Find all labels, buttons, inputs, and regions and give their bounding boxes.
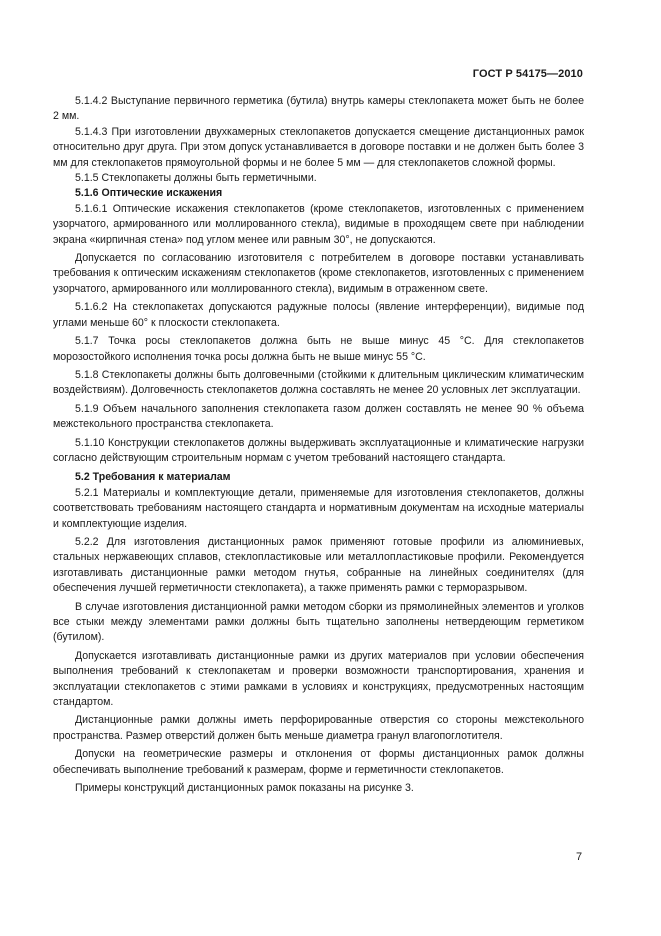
clause-5-2-2-examples: Примеры конструкций дистанционных рамок показаны на рисунке 3. [75,782,414,795]
document-code-header: ГОСТ Р 54175—2010 [472,68,583,80]
clause-5-1-10: 5.1.10 Конструкции стеклопакетов должны выдерживать эксплуатационные и климатические нагрузки согласно действующим строительным нормам с учетом требований настоящего стандарта. [53,436,584,464]
clause-5-2-2: 5.2.2 Для изготовления дистанционных рамок применяют готовые профили из алюминиевых, стальных нержавеющих сплавов, стеклопластиковые или металлопластиковые профили. Рекомендуется изготавливать дистанционные рамки методом гнутья, собранные на линейных соединителях (для обеспечения лучшей герметичности стеклопакета), а также применять рамки с терморазрывом. [53,535,584,595]
clause-5-1-5: 5.1.5 Стеклопакеты должны быть герметичными. [75,172,317,185]
heading-5-2: 5.2 Требования к материалам [75,471,231,484]
clause-5-1-6-1-note: Допускается по согласованию изготовителя с потребителем в договоре поставки устанавливать требования к оптическим искажениям стеклопакетов (кроме стеклопакетов, изготовленных с применением узорчатого, армированного или моллированного стекла), видимым в отраженном свете. [53,252,584,295]
clause-5-2-2-tolerances: Допуски на геометрические размеры и отклонения от формы дистанционных рамок должны обеспечивать выполнение требований к размерам, форме и герметичности стеклопакетов. [53,748,584,776]
clause-5-2-2-materials: Допускается изготавливать дистанционные рамки из других материалов при условии обеспечения выполнения требований к стеклопакетам и проверки возможности транспортирования, хранения и эксплуатации стеклопакетов с этими рамками в условиях и конструкциях, предусмотренных настоящим стандартом. [53,649,584,709]
document-body [53,94,584,796]
clause-5-1-4-3: 5.1.4.3 При изготовлении двухкамерных стеклопакетов допускается смещение дистанционных рамок относительно друг друга. При этом допуск устанавливается в договоре поставки и не должен быть более 3 мм для стеклопакетов прямоугольной формы и не более 5 мм — для стеклопакетов сложной формы. [53,125,584,169]
clause-5-2-2-perforation: Дистанционные рамки должны иметь перфорированные отверстия со стороны межстекольного пространства. Размер отверстий должен быть меньше диаметра гранул влагопоглотителя. [53,714,584,742]
clause-5-1-6-1: 5.1.6.1 Оптические искажения стеклопакетов (кроме стеклопакетов, изготовленных с применением узорчатого, армированного или моллированного стекла), видимые в проходящем свете при наблюдении экрана «кирпичная стена» под углом менее или равным 30°, не допускаются. [53,202,584,246]
page-number: 7 [576,851,583,863]
clause-5-1-8: 5.1.8 Стеклопакеты должны быть долговечными (стойкими к длительным циклическим климатическим воздействиям). Долговечность стеклопакетов должна составлять не менее 20 условных лет эксплуатации. [53,368,584,397]
clause-5-1-9: 5.1.9 Объем начального заполнения стеклопакета газом должен составлять не менее 90 % объема межстекольного пространства стеклопакета. [53,402,584,431]
clause-5-1-4-2: 5.1.4.2 Выступание первичного герметика (бутила) внутрь камеры стеклопакета может быть не более 2 мм. [53,95,584,123]
heading-5-1-6: 5.1.6 Оптические искажения [75,187,223,200]
clause-5-2-2-corners: В случае изготовления дистанционной рамки методом сборки из прямолинейных элементов и уголков все стыки между элементами рамки должны быть тщательно заполнены нетвердеющим герметиком (бутилом). [53,600,584,644]
clause-5-1-7: 5.1.7 Точка росы стеклопакетов должна быть не выше минус 45 °С. Для стеклопакетов морозостойкого исполнения точка росы должна быть не выше минус 55 °С. [53,335,584,363]
clause-5-2-1: 5.2.1 Материалы и комплектующие детали, применяемые для изготовления стеклопакетов, должны соответствовать требованиям настоящего стандарта и нормативным документам на исходные материалы и комплектующие изделия. [53,486,584,530]
clause-5-1-6-2: 5.1.6.2 На стеклопакетах допускаются радужные полосы (явление интерференции), видимые под углами меньше 60° к плоскости стеклопакета. [53,301,584,329]
